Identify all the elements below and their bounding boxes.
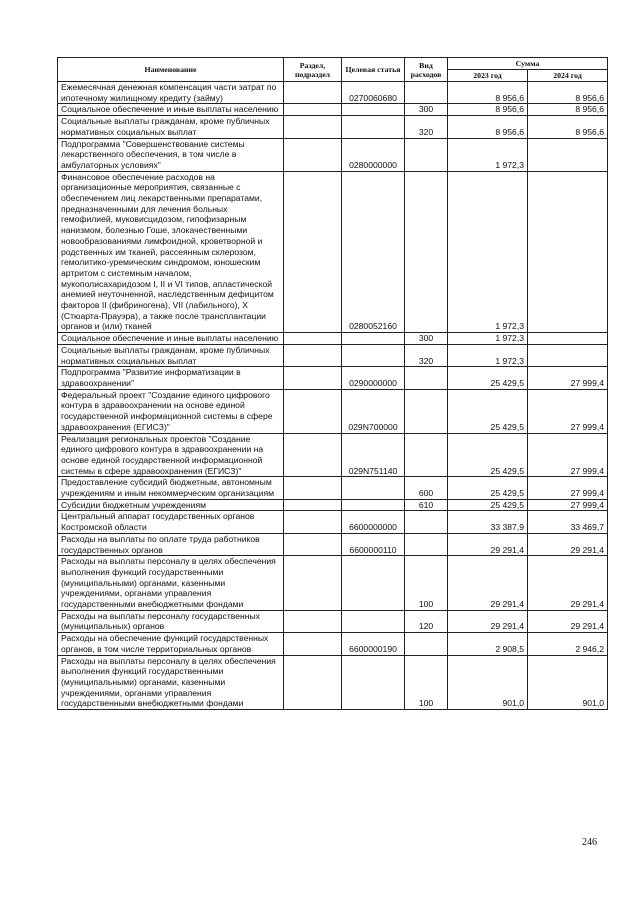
- row-expense: [405, 433, 448, 477]
- row-sum-2024: 27 999,4: [528, 433, 608, 477]
- row-expense: [405, 82, 448, 104]
- row-sum-2023: 25 429,5: [448, 477, 528, 499]
- row-target: [342, 556, 405, 611]
- row-expense: 100: [405, 556, 448, 611]
- row-expense: 610: [405, 499, 448, 511]
- row-section: [284, 171, 342, 333]
- row-name: Ежемесячная денежная компенсация части затрат по ипотечному жилищному кредиту (займу): [58, 82, 284, 104]
- row-section: [284, 610, 342, 632]
- table-row: [58, 433, 608, 477]
- row-section: [284, 499, 342, 511]
- row-sum-2024: 27 999,4: [528, 367, 608, 389]
- row-name: Расходы на выплаты персоналу государственных (муниципальных) органов: [58, 610, 284, 632]
- row-sum-2023: 25 429,5: [448, 433, 528, 477]
- row-section: [284, 138, 342, 171]
- row-target: 0280000000: [342, 138, 405, 171]
- row-section: [284, 367, 342, 389]
- row-target: [342, 116, 405, 138]
- header-section: Раздел, подраздел: [284, 58, 342, 82]
- row-sum-2023: 1 972,3: [448, 138, 528, 171]
- table-row: [58, 82, 608, 104]
- row-name: Расходы на обеспечение функций государственных органов, в том числе территориальных органов: [58, 633, 284, 655]
- row-sum-2023: 29 291,4: [448, 556, 528, 611]
- table-row: [58, 116, 608, 138]
- row-target: [342, 499, 405, 511]
- row-sum-2023: 1 972,3: [448, 171, 528, 333]
- row-sum-2023: 29 291,4: [448, 533, 528, 555]
- row-name: Расходы на выплаты персоналу в целях обеспечения выполнения функций государственными (муниципальными) органами, казенными учреждениями, органами управления государственными внебюджетными фондами: [58, 655, 284, 710]
- header-name: Наименование: [58, 58, 284, 82]
- budget-table-container: [57, 57, 607, 710]
- row-expense: [405, 389, 448, 433]
- row-section: [284, 82, 342, 104]
- table-row: [58, 138, 608, 171]
- row-target: 0280052160: [342, 171, 405, 333]
- header-year-2023: 2023 год: [448, 70, 528, 82]
- row-sum-2024: [528, 344, 608, 366]
- table-row: [58, 556, 608, 611]
- row-expense: [405, 138, 448, 171]
- row-name: Предоставление субсидий бюджетным, автономным учреждениям и иным некоммерческим организациям: [58, 477, 284, 499]
- row-sum-2023: 33 387,9: [448, 511, 528, 533]
- row-section: [284, 116, 342, 138]
- row-section: [284, 533, 342, 555]
- row-section: [284, 333, 342, 345]
- row-sum-2024: 29 291,4: [528, 533, 608, 555]
- table-body: [58, 82, 608, 710]
- row-sum-2023: 8 956,6: [448, 116, 528, 138]
- budget-table: [57, 57, 608, 710]
- row-section: [284, 104, 342, 116]
- table-row: [58, 633, 608, 655]
- row-target: 0290000000: [342, 367, 405, 389]
- row-name: Подпрограмма "Совершенствование системы лекарственного обеспечения, в том числе в амбулаторных условиях": [58, 138, 284, 171]
- row-target: [342, 655, 405, 710]
- table-row: [58, 344, 608, 366]
- table-row: [58, 655, 608, 710]
- row-name: Центральный аппарат государственных органов Костромской области: [58, 511, 284, 533]
- row-target: [342, 104, 405, 116]
- row-target: 6600000190: [342, 633, 405, 655]
- page-number: 246: [582, 837, 597, 848]
- row-sum-2024: 2 946,2: [528, 633, 608, 655]
- row-sum-2024: 29 291,4: [528, 610, 608, 632]
- row-sum-2023: 29 291,4: [448, 610, 528, 632]
- table-row: [58, 171, 608, 333]
- row-sum-2024: 29 291,4: [528, 556, 608, 611]
- row-name: Федеральный проект "Создание единого цифрового контура в здравоохранении на основе единой государственной информационной системы в сфере здравоохранения (ЕГИСЗ)": [58, 389, 284, 433]
- table-row: [58, 389, 608, 433]
- table-row: [58, 333, 608, 345]
- row-expense: [405, 533, 448, 555]
- row-sum-2023: 25 429,5: [448, 367, 528, 389]
- table-row: [58, 104, 608, 116]
- header-sum: Сумма: [448, 58, 608, 70]
- row-name: Финансовое обеспечение расходов на организационные мероприятия, связанные с обеспечением лиц лекарственными препаратами, предназначенными для лечения больных гемофилией, муковисцидозом, гипофизарным нанизмом, болезнью Гоше, злокачественными новообразованиями лимфоидной, кроветворной и родственных им тканей, рассеянным склерозом, гемолитико-уремическим синдромом, юношеским артритом с системным началом, мукополисахаридозом I, II и VI типов, апластической анемией неуточненной, наследственным дефицитом факторов II (фибриногена), VII (лабильного), X (Стюарта-Прауэра), а также после трансплантации органов и (или) тканей: [58, 171, 284, 333]
- table-row: [58, 511, 608, 533]
- row-section: [284, 633, 342, 655]
- row-name: Расходы на выплаты персоналу в целях обеспечения выполнения функций государственными (муниципальными) органами, казенными учреждениями, органами управления государственными внебюджетными фондами: [58, 556, 284, 611]
- table-row: [58, 477, 608, 499]
- row-name: Реализация региональных проектов "Создание единого цифрового контура в здравоохранении на основе единой государственной информационной системы в сфере здравоохранения (ЕГИСЗ)": [58, 433, 284, 477]
- row-sum-2024: [528, 171, 608, 333]
- row-sum-2023: 8 956,6: [448, 104, 528, 116]
- row-sum-2023: 8 956,6: [448, 82, 528, 104]
- row-section: [284, 433, 342, 477]
- row-sum-2024: 27 999,4: [528, 477, 608, 499]
- row-section: [284, 556, 342, 611]
- row-target: [342, 610, 405, 632]
- table-row: [58, 533, 608, 555]
- row-expense: [405, 367, 448, 389]
- row-sum-2023: 25 429,5: [448, 499, 528, 511]
- row-section: [284, 344, 342, 366]
- row-sum-2023: 25 429,5: [448, 389, 528, 433]
- table-row: [58, 367, 608, 389]
- row-sum-2024: 8 956,6: [528, 116, 608, 138]
- row-name: Социальное обеспечение и иные выплаты населению: [58, 333, 284, 345]
- row-sum-2023: 1 972,3: [448, 344, 528, 366]
- row-expense: 120: [405, 610, 448, 632]
- row-section: [284, 511, 342, 533]
- row-section: [284, 477, 342, 499]
- row-expense: 320: [405, 344, 448, 366]
- header-target: Целевая статья: [342, 58, 405, 82]
- row-sum-2024: 27 999,4: [528, 499, 608, 511]
- row-target: 029N700000: [342, 389, 405, 433]
- row-name: Социальное обеспечение и иные выплаты населению: [58, 104, 284, 116]
- row-target: 029N751140: [342, 433, 405, 477]
- row-target: 6600000110: [342, 533, 405, 555]
- row-name: Социальные выплаты гражданам, кроме публичных нормативных социальных выплат: [58, 116, 284, 138]
- header-year-2024: 2024 год: [528, 70, 608, 82]
- row-sum-2024: 27 999,4: [528, 389, 608, 433]
- row-expense: [405, 171, 448, 333]
- row-sum-2023: 2 908,5: [448, 633, 528, 655]
- row-name: Субсидии бюджетным учреждениям: [58, 499, 284, 511]
- row-name: Подпрограмма "Развитие информатизации в здравоохранении": [58, 367, 284, 389]
- row-name: Социальные выплаты гражданам, кроме публичных нормативных социальных выплат: [58, 344, 284, 366]
- row-expense: 600: [405, 477, 448, 499]
- row-sum-2024: [528, 333, 608, 345]
- row-sum-2023: 901,0: [448, 655, 528, 710]
- row-expense: [405, 633, 448, 655]
- table-row: [58, 499, 608, 511]
- row-target: [342, 344, 405, 366]
- header-expense: Вид расходов: [405, 58, 448, 82]
- row-sum-2024: 33 469,7: [528, 511, 608, 533]
- row-name: Расходы на выплаты по оплате труда работников государственных органов: [58, 533, 284, 555]
- row-expense: 300: [405, 104, 448, 116]
- row-sum-2023: 1 972,3: [448, 333, 528, 345]
- row-target: 6600000000: [342, 511, 405, 533]
- row-sum-2024: [528, 138, 608, 171]
- row-target: 0270060680: [342, 82, 405, 104]
- row-sum-2024: 8 956,6: [528, 82, 608, 104]
- row-target: [342, 333, 405, 345]
- row-sum-2024: 8 956,6: [528, 104, 608, 116]
- row-sum-2024: 901,0: [528, 655, 608, 710]
- row-expense: [405, 511, 448, 533]
- row-target: [342, 477, 405, 499]
- row-expense: 300: [405, 333, 448, 345]
- row-expense: 320: [405, 116, 448, 138]
- row-section: [284, 655, 342, 710]
- row-section: [284, 389, 342, 433]
- row-expense: 100: [405, 655, 448, 710]
- table-row: [58, 610, 608, 632]
